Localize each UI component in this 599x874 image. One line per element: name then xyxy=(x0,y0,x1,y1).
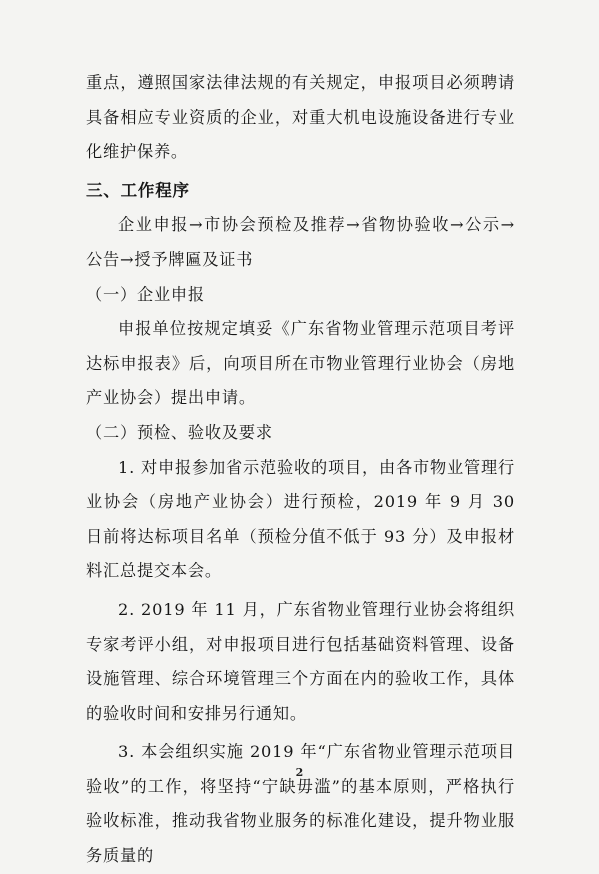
paragraph-item-1: 1. 对申报参加省示范验收的项目，由各市物业管理行业协会（房地产业协会）进行预检，2019 年 9 月 30 日前将达标项目名单（预检分值不低于 93 分）及申报材料汇总提交本会。 xyxy=(86,457,515,581)
section-heading-work-procedure: 三、工作程序 xyxy=(86,180,190,200)
subheading-precheck-acceptance: （二）预检、验收及要求 xyxy=(86,422,273,442)
paragraph-application: 申报单位按规定填妥《广东省物业管理示范项目考评达标申报表》后，向项目所在市物业管理行业协会（房地产业协会）提出申请。 xyxy=(86,319,515,408)
subheading-enterprise-application: （一）企业申报 xyxy=(86,284,205,304)
paragraph-item-2: 2. 2019 年 11 月，广东省物业管理行业协会将组织专家考评小组，对申报项目进行包括基础资料管理、设备设施管理、综合环境管理三个方面在内的验收工作，具体的验收时间和安排另行通知。 xyxy=(86,599,515,723)
paragraph-item-3: 3. 本会组织实施 2019 年“广东省物业管理示范项目验收”的工作，将坚持“宁缺毋滥”的基本原则，严格执行验收标准，推动我省物业服务的标准化建设，提升物业服务质量的 xyxy=(86,742,515,866)
paragraph-procedure-flow: 企业申报→市协会预检及推荐→省物协验收→公示→公告→授予牌匾及证书 xyxy=(86,215,515,269)
page-number: 2 xyxy=(295,766,304,779)
paragraph-continued: 重点，遵照国家法律法规的有关规定，申报项目必须聘请具备相应专业资质的企业，对重大机电设施设备进行专业化维护保养。 xyxy=(86,73,515,162)
